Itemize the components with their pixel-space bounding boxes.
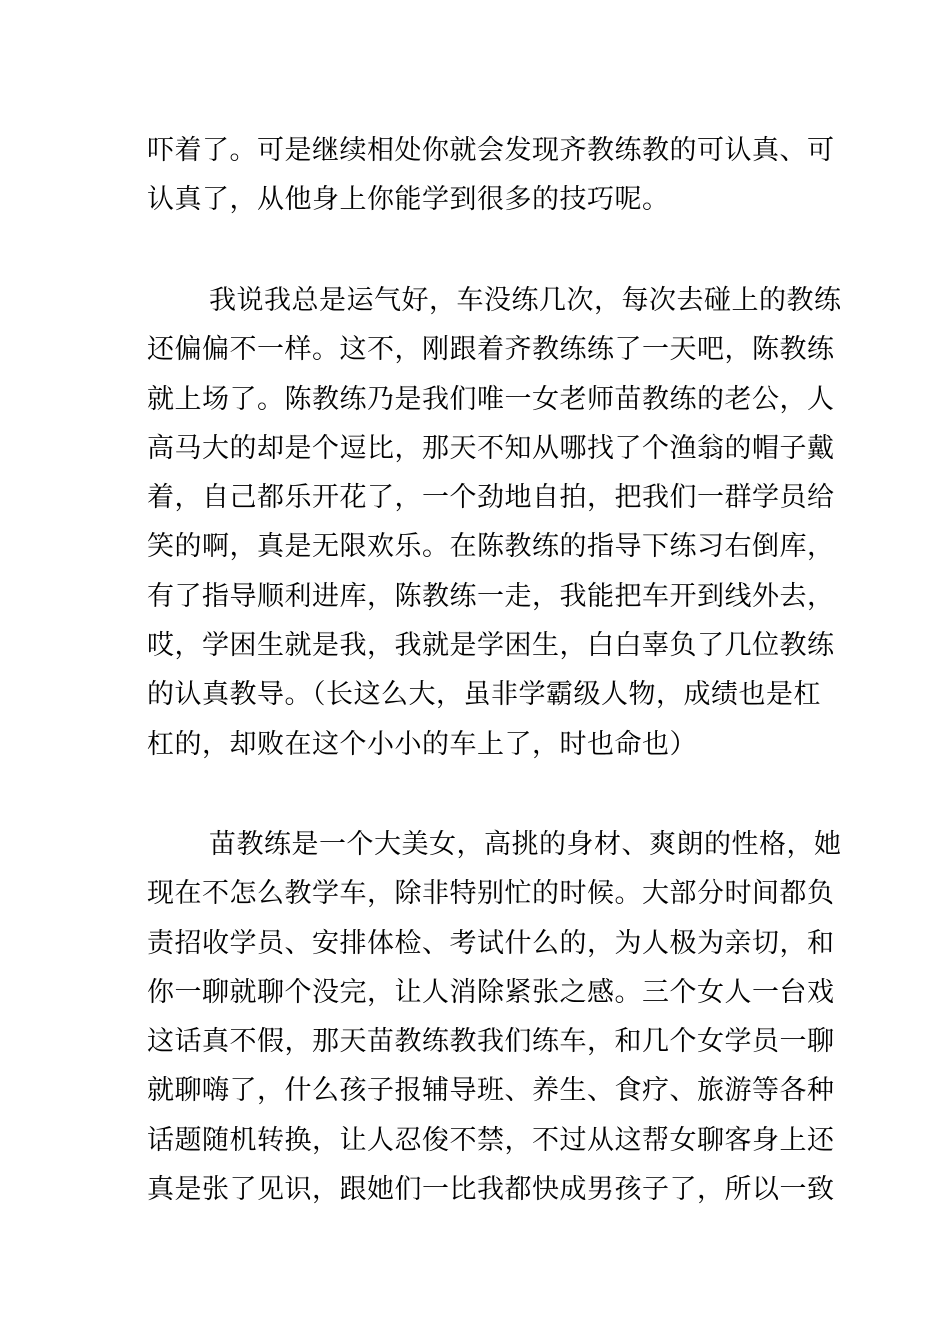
text-line: 着，自己都乐开花了，一个劲地自拍，把我们一群学员给 [147, 482, 835, 514]
text-line: 就上场了。陈教练乃是我们唯一女老师苗教练的老公，人 [147, 383, 835, 415]
text-line [147, 820, 842, 869]
text-line-content: 我说我总是运气好，车没练几次，每次去碰上的教练 [209, 285, 842, 316]
text-line: 还偏偏不一样。这不，刚跟着齐教练练了一天吧，陈教练 [147, 334, 835, 366]
paragraph-3 [147, 820, 842, 1214]
text-line: 话题随机转换，让人忍俊不禁，不过从这帮女聊客身上还 [147, 1124, 835, 1156]
text-line: 现在不怎么教学车，除非特别忙的时候。大部分时间都负 [147, 878, 835, 910]
text-line: 真是张了见识，跟她们一比我都快成男孩子了，所以一致 [147, 1174, 835, 1206]
text-line: 你一聊就聊个没完，让人消除紧张之感。三个女人一台戏 [147, 976, 835, 1008]
text-line: 责招收学员、安排体检、考试什么的，为人极为亲切，和 [147, 927, 835, 959]
text-line: 有了指导顺利进库，陈教练一走，我能把车开到线外去， [147, 580, 835, 612]
text-line: 的认真教导。（长这么大，虽非学霸级人物，成绩也是杠 [147, 679, 821, 711]
paragraph-2 [147, 276, 842, 769]
text-line: 杠的，却败在这个小小的车上了，时也命也） [147, 728, 697, 760]
text-line-content: 苗教练是一个大美女，高挑的身材、爽朗的性格，她 [209, 829, 842, 860]
text-line [147, 276, 842, 325]
text-line: 笑的啊，真是无限欢乐。在陈教练的指导下练习右倒库， [147, 531, 835, 563]
text-line: 哎，学困生就是我，我就是学困生，白白辜负了几位教练 [147, 630, 835, 662]
text-line: 吓着了。可是继续相处你就会发现齐教练教的可认真、可 [147, 135, 835, 166]
text-line: 认真了，从他身上你能学到很多的技巧呢。 [147, 184, 670, 216]
text-line: 高马大的却是个逗比，那天不知从哪找了个渔翁的帽子戴 [147, 432, 835, 464]
paragraph-1 [147, 126, 835, 225]
text-line: 就聊嗨了，什么孩子报辅导班、养生、食疗、旅游等各种 [147, 1075, 835, 1107]
text-line: 这话真不假，那天苗教练教我们练车，和几个女学员一聊 [147, 1026, 835, 1058]
